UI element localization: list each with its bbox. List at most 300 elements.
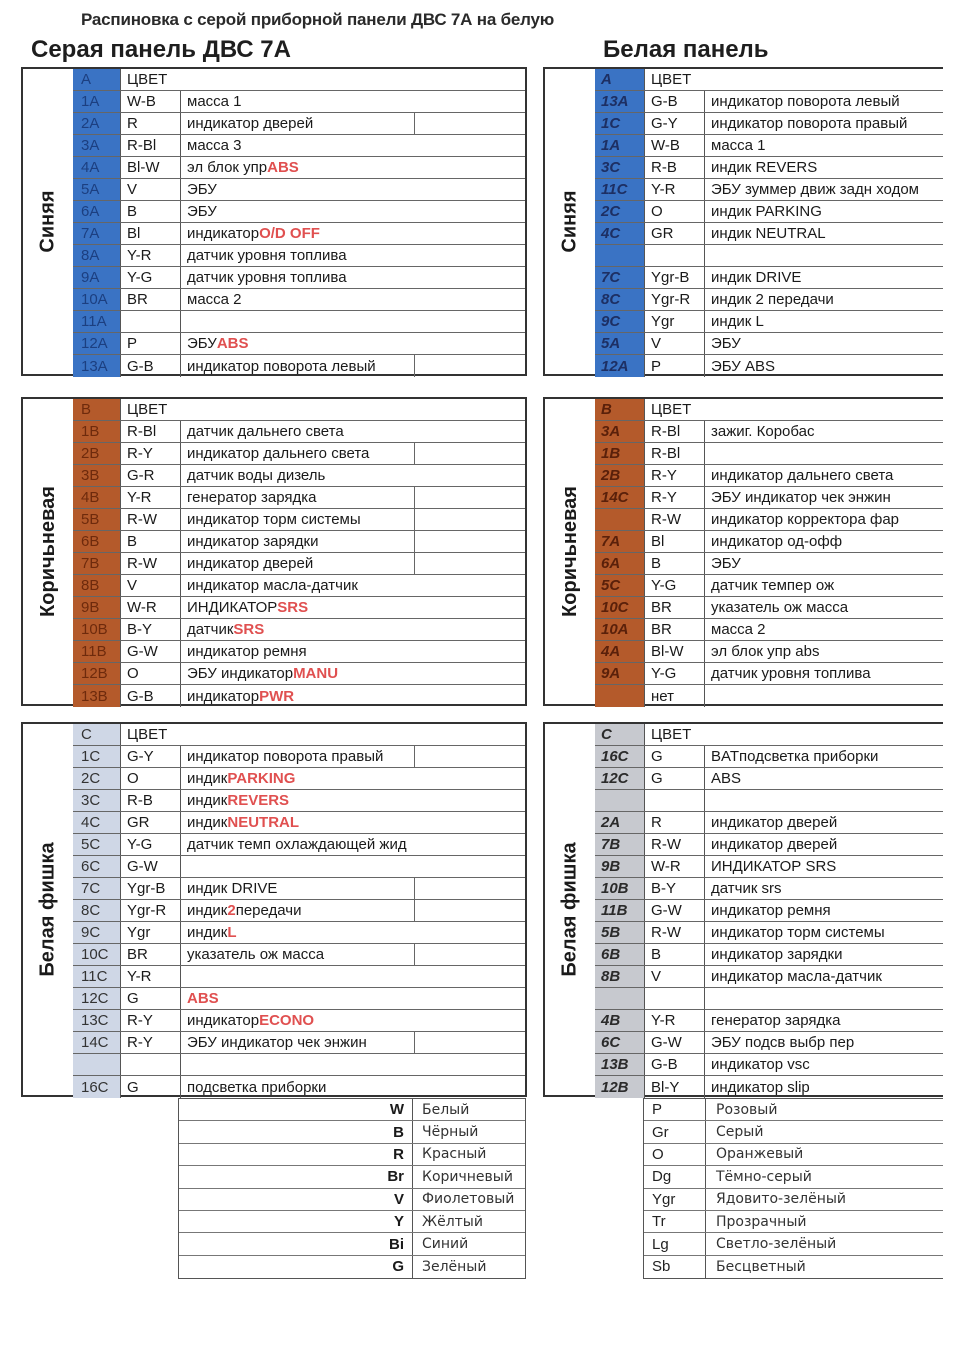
wire-color-code: B	[121, 531, 181, 552]
legend-color-name: Фиолетовый	[422, 1191, 515, 1208]
wire-color-code: Bl-W	[645, 641, 705, 662]
pin-number	[595, 509, 645, 530]
legend-color-name: Ядовито-зелёный	[716, 1191, 847, 1208]
legend-color-code: Sb	[644, 1256, 706, 1278]
color-column-header: ЦВЕТ	[651, 71, 692, 88]
wire-color-code: Y-G	[121, 834, 181, 855]
wire-color-code: R	[121, 113, 181, 134]
pin-number: 1C	[595, 113, 645, 134]
legend-color-code: P	[644, 1099, 706, 1120]
description-text: индикатор дальнего света	[187, 445, 370, 462]
table-row	[73, 443, 525, 465]
legend-color-code: B	[179, 1121, 413, 1142]
table-row	[595, 966, 943, 988]
description-text: указатель ож масса	[187, 946, 325, 963]
wire-color-code: G-B	[121, 685, 181, 707]
legend-color-code: R	[179, 1144, 413, 1165]
cell-divider	[414, 944, 415, 965]
pin-description	[705, 856, 943, 877]
wire-color-code: R-W	[645, 834, 705, 855]
wire-color-code: W-B	[645, 135, 705, 156]
white-panel-connector-c	[543, 722, 943, 1097]
highlighted-term: MANU	[293, 665, 339, 682]
cell-divider	[414, 443, 415, 464]
table-row	[73, 878, 525, 900]
cell-divider	[414, 113, 415, 134]
description-text: датчик	[187, 621, 234, 638]
pin-description	[705, 333, 943, 354]
legend-color-code: Dg	[644, 1166, 706, 1187]
cell-divider	[414, 487, 415, 508]
table-row	[595, 91, 943, 113]
pin-description	[705, 768, 943, 789]
pin-description	[705, 135, 943, 156]
wire-color-code: Ygr-R	[645, 289, 705, 310]
pin-number: 13A	[73, 355, 121, 377]
pin-description	[181, 135, 525, 156]
table-row	[73, 113, 525, 135]
connector-label-text: Белая фишка	[36, 842, 59, 977]
highlighted-term: ABS	[267, 159, 299, 176]
pin-number: 12B	[73, 663, 121, 684]
description-text: датчик воды дизель	[187, 467, 326, 484]
description-text: масса 2	[187, 291, 242, 308]
pin-description	[181, 641, 525, 662]
description-text: индикатор дверей	[187, 115, 314, 132]
pin-description	[705, 900, 943, 921]
table-row	[595, 157, 943, 179]
table-header-row	[595, 724, 943, 746]
legend-row	[179, 1189, 525, 1211]
table-row	[595, 619, 943, 641]
wire-color-code: W-R	[121, 597, 181, 618]
connector-label	[23, 724, 74, 1095]
pin-description	[181, 157, 525, 178]
connector-label-text: Коричьневая	[36, 486, 59, 617]
wire-color-code: O	[645, 201, 705, 222]
color-column-header: ЦВЕТ	[127, 71, 168, 88]
wire-color-code: R-Y	[121, 443, 181, 464]
pin-number: 4A	[595, 641, 645, 662]
pin-number: 11B	[595, 900, 645, 921]
wire-color-legend-right	[643, 1098, 943, 1279]
wire-color-code: G	[121, 1076, 181, 1098]
legend-color-name: Чёрный	[422, 1124, 479, 1141]
table-row	[73, 834, 525, 856]
table-row	[73, 966, 525, 988]
table-row	[595, 597, 943, 619]
description-text: индик 2 передачи	[711, 291, 834, 308]
pin-description	[181, 575, 525, 596]
pin-number: 5B	[595, 922, 645, 943]
pin-number: 10B	[595, 878, 645, 899]
cell-divider	[414, 531, 415, 552]
wire-color-code: P	[645, 355, 705, 377]
pin-number: 8C	[73, 900, 121, 921]
table-row	[595, 223, 943, 245]
description-text: ЭБУ	[711, 335, 741, 352]
pin-description	[181, 746, 525, 767]
legend-row	[644, 1233, 943, 1255]
pin-number: 2A	[595, 812, 645, 833]
table-row	[595, 201, 943, 223]
pin-number: 9C	[595, 311, 645, 332]
wire-color-code: Y-G	[645, 575, 705, 596]
legend-color-name: Жёлтый	[422, 1213, 483, 1230]
pin-description	[181, 856, 525, 877]
table-row	[73, 333, 525, 355]
pin-number: 5C	[595, 575, 645, 596]
description-text: ЭБУ индикатор чек энжин	[711, 489, 891, 506]
description-text: индикатор ремня	[187, 643, 307, 660]
table-row	[73, 685, 525, 707]
gray-panel-connector-a	[21, 67, 527, 376]
pin-description	[705, 944, 943, 965]
pin-description	[705, 201, 943, 222]
description-text: индик	[187, 902, 228, 919]
description-text: индик DRIVE	[711, 269, 802, 286]
pin-number: 1B	[73, 421, 121, 442]
pin-number: 9A	[595, 663, 645, 684]
legend-color-code: Y	[179, 1211, 413, 1232]
highlighted-term: 2	[227, 902, 236, 919]
pin-number: 5C	[73, 834, 121, 855]
wire-color-code: B-Y	[645, 878, 705, 899]
description-text: ЭБУ	[711, 555, 741, 572]
pin-description	[181, 531, 525, 552]
description-text: ABS	[711, 770, 742, 787]
wire-color-code: B	[645, 944, 705, 965]
pin-description	[705, 113, 943, 134]
pin-number: 6C	[73, 856, 121, 877]
table-row	[595, 267, 943, 289]
description-text: индикатор поворота правый	[187, 748, 384, 765]
description-text: ЭБУ индикатор	[187, 665, 294, 682]
pin-number: 14C	[73, 1032, 121, 1053]
pin-number: 12B	[595, 1076, 645, 1098]
wire-color-legend-left	[178, 1098, 526, 1279]
pin-number: 10C	[595, 597, 645, 618]
description-column-header	[181, 399, 525, 420]
wire-color-code: W-R	[645, 856, 705, 877]
pin-number: 7A	[73, 223, 121, 244]
highlighted-term: SRS	[233, 621, 265, 638]
pin-number: 11A	[73, 311, 121, 332]
table-row	[595, 465, 943, 487]
cell-divider	[414, 553, 415, 574]
legend-color-name: Прозрачный	[716, 1213, 807, 1230]
connector-label	[545, 69, 596, 374]
pin-number	[595, 685, 645, 707]
description-text: датчик уровня топлива	[187, 247, 347, 264]
table-row	[73, 267, 525, 289]
pin-description	[705, 531, 943, 552]
wire-color-code: V	[121, 179, 181, 200]
pin-number: 3A	[73, 135, 121, 156]
legend-color-name: Светло-зелёный	[716, 1236, 837, 1253]
pin-description	[705, 289, 943, 310]
wire-color-code: Y-R	[121, 966, 181, 987]
pin-number: 12C	[595, 768, 645, 789]
table-row	[595, 922, 943, 944]
pin-number	[595, 245, 645, 266]
pin-number: 2A	[73, 113, 121, 134]
description-text: эл блок упр abs	[711, 643, 820, 660]
description-text: индикатор торм системы	[187, 511, 361, 528]
pin-number: 6A	[595, 553, 645, 574]
description-text: индикатор зарядки	[711, 946, 843, 963]
table-header-row	[73, 69, 525, 91]
wire-color-code: R-B	[645, 157, 705, 178]
highlighted-term: PARKING	[227, 770, 296, 787]
pin-description	[181, 267, 525, 288]
description-text: индикатор зарядки	[187, 533, 319, 550]
table-row	[595, 685, 943, 707]
table-row	[595, 900, 943, 922]
connector-label	[545, 724, 596, 1095]
pin-description	[705, 834, 943, 855]
wire-color-code: W-B	[121, 91, 181, 112]
pin-description	[705, 487, 943, 508]
wire-color-code: G-B	[121, 355, 181, 377]
pin-number: 9B	[595, 856, 645, 877]
description-text: ЭБУ подсв выбр пер	[711, 1034, 855, 1051]
description-text: индик	[187, 814, 228, 831]
table-row	[595, 746, 943, 768]
table-row	[595, 289, 943, 311]
description-text: индик	[187, 924, 228, 941]
pin-number: 16C	[595, 746, 645, 767]
highlighted-term: O/D OFF	[259, 225, 320, 242]
pin-description	[705, 465, 943, 486]
table-row	[73, 1010, 525, 1032]
pin-number: 2C	[595, 201, 645, 222]
pin-number: 10A	[73, 289, 121, 310]
pin-number: 11C	[595, 179, 645, 200]
legend-row	[644, 1166, 943, 1188]
wire-color-code: B-Y	[121, 619, 181, 640]
description-text: индикатор дверей	[711, 814, 838, 831]
description-text: индикатор масла-датчик	[711, 968, 882, 985]
description-column-header	[705, 69, 943, 90]
pin-number: 7C	[595, 267, 645, 288]
wire-color-code: R-W	[645, 922, 705, 943]
table-header-row	[73, 399, 525, 421]
highlighted-term: ABS	[187, 990, 219, 1007]
white-panel-connector-a	[543, 67, 943, 376]
cell-divider	[414, 746, 415, 767]
legend-color-name: Розовый	[716, 1101, 778, 1118]
pin-number: 2B	[595, 465, 645, 486]
wire-color-code: R-W	[645, 509, 705, 530]
description-text: датчик уровня топлива	[187, 269, 347, 286]
pin-description	[181, 421, 525, 442]
wire-color-code: R-Bl	[645, 443, 705, 464]
table-row	[73, 597, 525, 619]
table-row	[73, 641, 525, 663]
table-row	[595, 1032, 943, 1054]
wire-color-code: R-Y	[121, 1032, 181, 1053]
table-row	[73, 856, 525, 878]
pin-description	[705, 267, 943, 288]
table-row	[73, 1054, 525, 1076]
description-text: индикатор поворота левый	[711, 93, 900, 110]
pin-description	[181, 768, 525, 789]
legend-row	[179, 1233, 525, 1255]
wire-color-code: G-W	[645, 900, 705, 921]
wire-color-code: R-Y	[645, 487, 705, 508]
pin-description	[181, 685, 525, 707]
table-row	[73, 988, 525, 1010]
wire-color-code: R-Bl	[645, 421, 705, 442]
highlighted-term: NEUTRAL	[227, 814, 300, 831]
pin-description	[181, 1076, 525, 1098]
pin-description	[705, 157, 943, 178]
pin-description	[181, 465, 525, 486]
table-row	[73, 619, 525, 641]
description-text: датчик srs	[711, 880, 782, 897]
pin-number: 6B	[73, 531, 121, 552]
color-column-header: ЦВЕТ	[127, 401, 168, 418]
cell-divider	[414, 1032, 415, 1053]
pin-number: 7B	[595, 834, 645, 855]
table-row	[73, 746, 525, 768]
description-text: индикатор торм системы	[711, 924, 885, 941]
wire-color-code: R-Y	[645, 465, 705, 486]
description-text: индик NEUTRAL	[711, 225, 826, 242]
pin-number: 1C	[73, 746, 121, 767]
pin-description	[181, 900, 525, 921]
description-text: индикатор дверей	[187, 555, 314, 572]
pin-number: 13B	[73, 685, 121, 707]
pin-number: 4C	[595, 223, 645, 244]
pin-description	[181, 201, 525, 222]
pin-description	[705, 223, 943, 244]
description-text: индик	[187, 792, 228, 809]
table-row	[73, 179, 525, 201]
pin-description	[181, 113, 525, 134]
description-column-header	[705, 399, 943, 420]
wire-color-code: V	[645, 333, 705, 354]
pin-column-header: C	[73, 724, 121, 745]
description-text: индик	[187, 770, 228, 787]
pin-number: 8C	[595, 289, 645, 310]
description-text: генератор зарядка	[187, 489, 317, 506]
highlighted-term: SRS	[277, 599, 309, 616]
legend-row	[644, 1189, 943, 1211]
pin-description	[181, 663, 525, 684]
description-text: масса 1	[711, 137, 766, 154]
pin-number: 16C	[73, 1076, 121, 1098]
connector-label-text: Синяя	[558, 190, 581, 253]
table-row	[73, 311, 525, 333]
pin-description	[181, 1010, 525, 1031]
pin-number: 1A	[73, 91, 121, 112]
table-header-row	[595, 399, 943, 421]
legend-row	[644, 1144, 943, 1166]
description-text: индик PARKING	[711, 203, 822, 220]
pin-number: 13B	[595, 1054, 645, 1075]
pin-number: 8B	[595, 966, 645, 987]
pin-description	[705, 597, 943, 618]
legend-color-name: Красный	[422, 1146, 487, 1163]
pin-number: 10A	[595, 619, 645, 640]
pin-number: 9C	[73, 922, 121, 943]
table-row	[595, 944, 943, 966]
legend-color-code: V	[179, 1189, 413, 1210]
pin-description	[705, 179, 943, 200]
table-row	[595, 856, 943, 878]
legend-color-code: Lg	[644, 1233, 706, 1254]
pin-number: 9A	[73, 267, 121, 288]
pin-number: 4A	[73, 157, 121, 178]
description-text: зажиг. Коробас	[711, 423, 815, 440]
color-column-header: ЦВЕТ	[651, 401, 692, 418]
legend-color-name: Зелёный	[422, 1258, 487, 1275]
wire-color-code: GR	[645, 223, 705, 244]
wire-color-code: B	[121, 201, 181, 222]
description-text: подсветка приборки	[187, 1078, 327, 1096]
pin-description	[705, 245, 943, 266]
description-text: ИНДИКАТОР SRS	[711, 858, 837, 875]
description-text: эл блок упр	[187, 159, 268, 176]
highlighted-term: REVERS	[227, 792, 290, 809]
pin-number: 3B	[73, 465, 121, 486]
wire-color-code: Y-R	[645, 179, 705, 200]
wire-color-code: BR	[121, 289, 181, 310]
pin-description	[181, 812, 525, 833]
wire-color-code: Y-G	[121, 267, 181, 288]
pin-number: 4B	[73, 487, 121, 508]
color-column-header: ЦВЕТ	[651, 726, 692, 743]
pin-description	[705, 878, 943, 899]
description-column-header	[705, 724, 943, 745]
pin-description	[705, 641, 943, 662]
wire-color-code: G	[121, 988, 181, 1009]
pin-number: 1B	[595, 443, 645, 464]
pin-description	[181, 922, 525, 943]
gray-panel-connector-b	[21, 397, 527, 706]
connector-label	[545, 399, 596, 704]
table-row	[595, 878, 943, 900]
pin-number: 14C	[595, 487, 645, 508]
description-text: масса 1	[187, 93, 242, 110]
pin-number: 3A	[595, 421, 645, 442]
table-row	[73, 768, 525, 790]
pin-number: 2C	[73, 768, 121, 789]
pin-description	[705, 922, 943, 943]
legend-row	[179, 1211, 525, 1233]
pin-number: 11B	[73, 641, 121, 662]
wire-color-code: G-W	[121, 856, 181, 877]
wire-color-code: G-W	[121, 641, 181, 662]
description-text: ЭБУ	[187, 335, 217, 352]
description-text: индикатор vsc	[711, 1056, 810, 1073]
table-row	[595, 553, 943, 575]
pin-description	[181, 509, 525, 530]
description-text: датчик уровня топлива	[711, 665, 871, 682]
pin-column-header: A	[595, 69, 645, 90]
table-row	[73, 487, 525, 509]
highlighted-term: PWR	[259, 687, 295, 705]
wire-color-code: G-B	[645, 91, 705, 112]
pin-number	[595, 988, 645, 1009]
pin-description	[181, 245, 525, 266]
wire-color-code: Y-R	[121, 245, 181, 266]
table-row	[595, 834, 943, 856]
pin-description	[705, 988, 943, 1009]
pin-description	[181, 443, 525, 464]
